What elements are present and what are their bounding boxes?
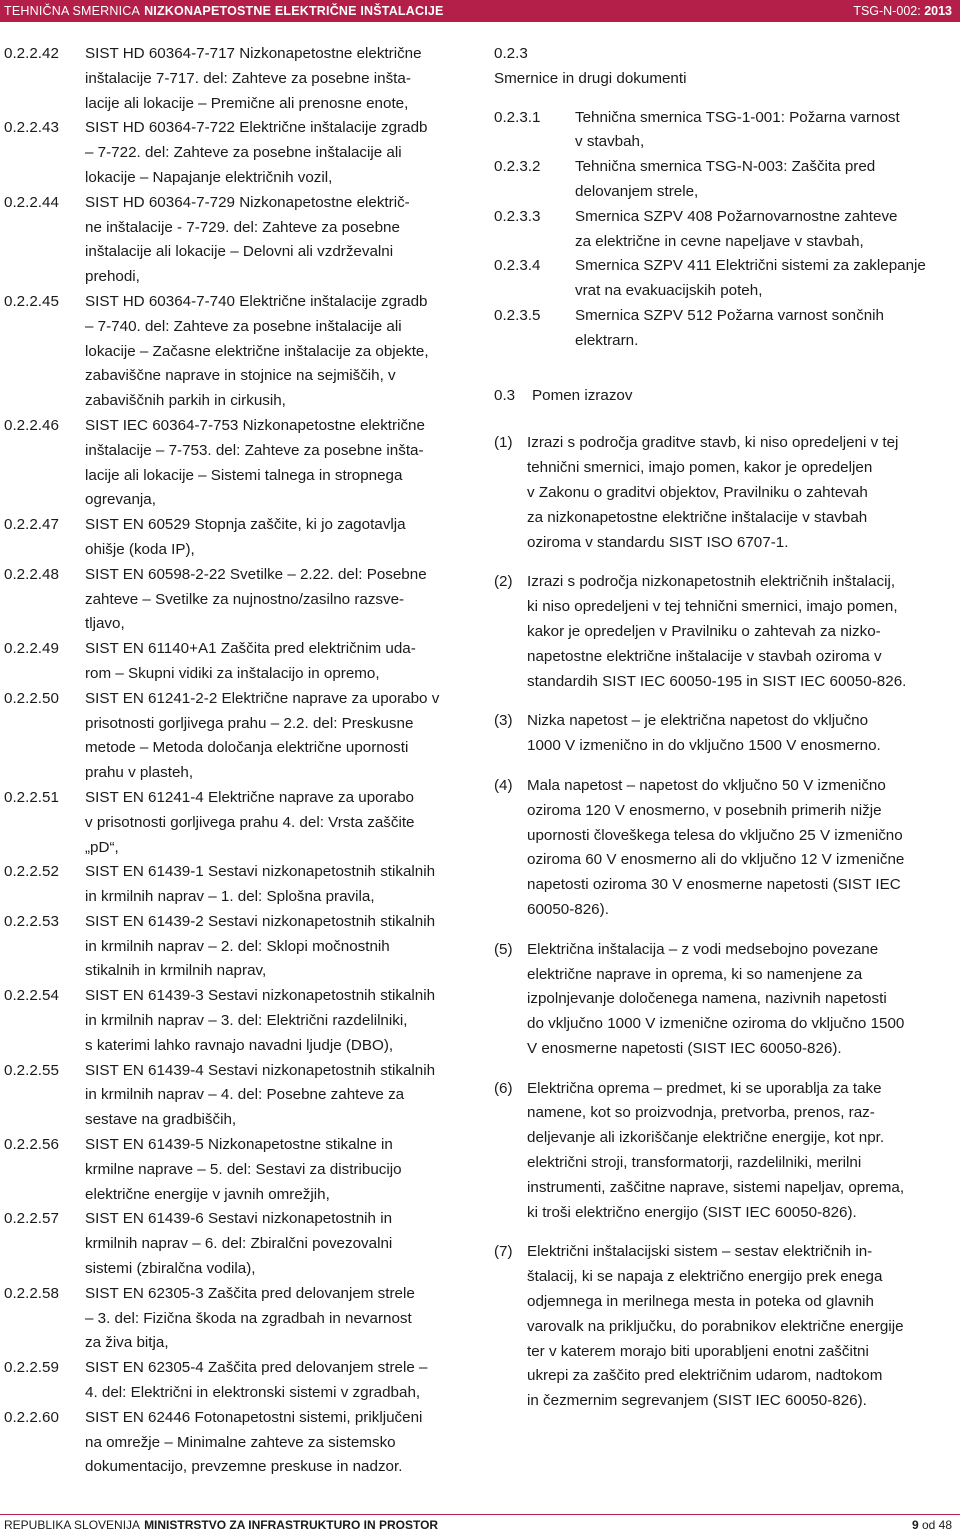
- reference-text: [85, 1059, 470, 1133]
- definition-line: Električna inštalacija – z vodi medsebojno povezane: [527, 940, 879, 958]
- reference-number: 0.2.2.54: [4, 987, 59, 1005]
- definition-line: Izrazi s področja graditve stavb, ki niso opredeljeni v tej: [527, 434, 899, 452]
- reference-line: SIST EN 62305-4 Zaščita pred delovanjem strele –: [85, 1359, 428, 1377]
- definition-text: [527, 709, 956, 759]
- reference-line: SIST EN 61439-6 Sestavi nizkonapetostnih in: [85, 1210, 393, 1228]
- document-number: 0.2.3.4: [494, 257, 541, 275]
- page-footer: [0, 1514, 960, 1533]
- definition-line: 1000 V izmenično in do vključno 1500 V enosmerno.: [527, 737, 881, 755]
- reference-line: za živa bitja,: [85, 1334, 169, 1352]
- reference-number: 0.2.2.51: [4, 788, 59, 806]
- reference-line: krmilne naprave – 5. del: Sestavi za distribucijo: [85, 1160, 402, 1178]
- reference-text: [85, 116, 470, 190]
- reference-line: „pD“,: [85, 838, 119, 856]
- reference-line: na omrežje – Minimalne zahteve za sistemsko: [85, 1433, 396, 1451]
- reference-line: inštalacije ali lokacije – Delovni ali vzdrževalni: [85, 243, 394, 261]
- reference-line: dokumentacijo, prevzemne preskuse in nadzor.: [85, 1458, 403, 1476]
- reference-item: [4, 1406, 470, 1480]
- reference-item: [4, 786, 470, 860]
- reference-line: SIST IEC 60364-7-753 Nizkonapetostne električne: [85, 416, 425, 434]
- definition-item: [494, 709, 956, 759]
- reference-line: krmilnih naprav – 6. del: Zbiralčni povezovalni: [85, 1235, 393, 1253]
- definition-item: [494, 431, 956, 555]
- reference-item: [4, 191, 470, 290]
- page-header: [0, 0, 960, 22]
- reference-number: 0.2.2.57: [4, 1210, 59, 1228]
- reference-line: in krmilnih naprav – 2. del: Sklopi močnostnih: [85, 937, 390, 955]
- document-item: [494, 304, 956, 354]
- definition-item: [494, 1077, 956, 1226]
- reference-item: [4, 116, 470, 190]
- reference-item: [4, 42, 470, 116]
- definition-number: (5): [494, 940, 513, 958]
- document-text: [575, 205, 956, 255]
- reference-item: [4, 414, 470, 513]
- header-doc-code: TSG-N-002:: [853, 4, 921, 18]
- document-number: 0.2.3.2: [494, 158, 541, 176]
- reference-text: [85, 191, 470, 290]
- reference-number: 0.2.2.52: [4, 863, 59, 881]
- reference-line: zahteve – Svetilke za nujnostno/zasilno razsve-: [85, 590, 405, 608]
- document-item: [494, 155, 956, 205]
- section-03-title: Pomen izrazov: [532, 386, 633, 404]
- reference-text: [85, 1207, 470, 1281]
- definition-line: Izrazi s področja nizkonapetostnih električnih inštalacij,: [527, 573, 896, 591]
- reference-line: stikalnih in krmilnih naprav,: [85, 962, 267, 980]
- reference-line: SIST EN 61241-2-2 Električne naprave za uporabo v: [85, 689, 440, 707]
- reference-line: SIST HD 60364-7-740 Električne inštalacije zgradb: [85, 292, 428, 310]
- reference-item: [4, 1207, 470, 1281]
- footer-page-of: od 48: [921, 1518, 952, 1532]
- reference-line: sestave na gradbiščih,: [85, 1111, 237, 1129]
- reference-line: SIST HD 60364-7-729 Nizkonapetostne električ-: [85, 193, 410, 211]
- document-text: [575, 304, 956, 354]
- document-number: 0.2.3.3: [494, 207, 541, 225]
- reference-line: prisotnosti gorljivega prahu – 2.2. del: Preskusne: [85, 714, 414, 732]
- definition-line: napetostne električne inštalacije v stavbah oziroma v: [527, 647, 882, 665]
- header-doc-title: NIZKONAPETOSTNE ELEKTRIČNE INŠTALACIJE: [144, 4, 444, 18]
- document-list: [494, 106, 956, 354]
- right-column: [494, 42, 956, 1429]
- definition-list: [494, 431, 956, 1414]
- definition-line: električne naprave in oprema, ki so namenjene za: [527, 965, 863, 983]
- reference-number: 0.2.2.59: [4, 1359, 59, 1377]
- reference-line: lokacije – Začasne električne inštalacije za objekte,: [85, 342, 429, 360]
- reference-number: 0.2.2.46: [4, 416, 59, 434]
- document-number: 0.2.3.5: [494, 306, 541, 324]
- reference-number: 0.2.2.50: [4, 689, 59, 707]
- definition-item: [494, 938, 956, 1062]
- reference-text: [85, 42, 470, 116]
- document-item: [494, 205, 956, 255]
- reference-line: tljavo,: [85, 615, 125, 633]
- reference-text: [85, 563, 470, 637]
- document-item: [494, 106, 956, 156]
- definition-line: V enosmerne napetosti (SIST IEC 60050-826).: [527, 1039, 842, 1057]
- definition-line: Električna oprema – predmet, ki se uporablja za take: [527, 1079, 882, 1097]
- definition-line: tehnični smernici, imajo pomen, kakor je opredeljen: [527, 459, 873, 477]
- reference-line: SIST EN 61439-3 Sestavi nizkonapetostnih stikalnih: [85, 987, 436, 1005]
- reference-text: [85, 860, 470, 910]
- reference-text: [85, 687, 470, 786]
- reference-line: lacije ali lokacije – Premične ali prenosne enote,: [85, 94, 409, 112]
- reference-text: [85, 910, 470, 984]
- document-line: elektrarn.: [575, 331, 639, 349]
- reference-item: [4, 687, 470, 786]
- reference-text: [85, 1133, 470, 1207]
- reference-item: [4, 1356, 470, 1406]
- definition-text: [527, 570, 956, 694]
- definition-text: [527, 1240, 956, 1414]
- reference-number: 0.2.2.48: [4, 565, 59, 583]
- reference-number: 0.2.2.53: [4, 912, 59, 930]
- definition-line: deljevanje ali izkoriščanje električne energije, kot npr.: [527, 1129, 885, 1147]
- definition-number: (4): [494, 776, 513, 794]
- left-column: [4, 42, 470, 1480]
- reference-item: [4, 637, 470, 687]
- definition-line: ter v katerem morajo biti uporabljeni enotni zaščitni: [527, 1342, 869, 1360]
- reference-line: – 7-722. del: Zahteve za posebne inštalacije ali: [85, 144, 402, 162]
- footer-page: [912, 1516, 952, 1534]
- reference-text: [85, 290, 470, 414]
- definition-line: Mala napetost – napetost do vključno 50 V izmenično: [527, 776, 886, 794]
- reference-line: prahu v plasteh,: [85, 764, 194, 782]
- document-line: Smernica SZPV 411 Električni sistemi za zaklepanje: [575, 257, 926, 275]
- definition-line: ukrepi za zaščito pred električnim udarom, nadtokom: [527, 1367, 883, 1385]
- reference-item: [4, 290, 470, 414]
- definition-line: napetosti oziroma 30 V enosmerne napetosti (SIST IEC: [527, 876, 901, 894]
- reference-text: [85, 1282, 470, 1356]
- reference-number: 0.2.2.44: [4, 193, 59, 211]
- reference-line: – 7-740. del: Zahteve za posebne inštalacije ali: [85, 317, 402, 335]
- definition-line: Električni inštalacijski sistem – sestav električnih in-: [527, 1243, 873, 1261]
- footer-left: [4, 1516, 438, 1534]
- reference-line: sistemi (zbiralčna vodila),: [85, 1260, 256, 1278]
- reference-line: lokacije – Napajanje električnih vozil,: [85, 168, 333, 186]
- definition-line: oziroma 120 V enosmerno, v posebnih primerih nižje: [527, 801, 882, 819]
- definition-line: Nizka napetost – je električna napetost do vključno: [527, 712, 869, 730]
- reference-number: 0.2.2.55: [4, 1061, 59, 1079]
- document-line: v stavbah,: [575, 133, 645, 151]
- document-text: [575, 106, 956, 156]
- document-line: vrat na evakuacijskih poteh,: [575, 282, 763, 300]
- reference-item: [4, 1282, 470, 1356]
- document-line: Smernica SZPV 512 Požarna varnost sončnih: [575, 306, 884, 324]
- reference-line: SIST EN 60598-2-22 Svetilke – 2.22. del: Posebne: [85, 565, 427, 583]
- definition-line: kakor je opredeljen v Pravilniku o zahtevah za nizko-: [527, 622, 881, 640]
- reference-line: inštalacije – 7-753. del: Zahteve za posebne inšta-: [85, 441, 424, 459]
- definition-line: 60050-826).: [527, 900, 609, 918]
- reference-number: 0.2.2.56: [4, 1136, 59, 1154]
- reference-line: ohišje (koda IP),: [85, 540, 195, 558]
- reference-line: in krmilnih naprav – 1. del: Splošna pravila,: [85, 888, 375, 906]
- footer-ministry: MINISTRSTVO ZA INFRASTRUKTURO IN PROSTOR: [144, 1518, 439, 1532]
- reference-line: SIST EN 61140+A1 Zaščita pred električnim uda-: [85, 640, 416, 658]
- reference-number: 0.2.2.47: [4, 516, 59, 534]
- reference-line: 4. del: Električni in elektronski sistemi v zgradbah,: [85, 1384, 421, 1402]
- reference-text: [85, 637, 470, 687]
- definition-text: [527, 938, 956, 1062]
- reference-line: električne energije v javnih omrežjih,: [85, 1185, 330, 1203]
- definition-line: štalacij, ki se napaja z električno energijo prek enega: [527, 1268, 883, 1286]
- reference-line: lacije ali lokacije – Sistemi talnega in stropnega: [85, 466, 403, 484]
- section-number: 0.2.3: [494, 45, 528, 62]
- reference-number: 0.2.2.45: [4, 292, 59, 310]
- reference-line: in krmilnih naprav – 3. del: Električni razdelilniki,: [85, 1012, 408, 1030]
- document-text: [575, 254, 956, 304]
- definition-number: (1): [494, 434, 513, 452]
- document-line: Smernica SZPV 408 Požarnovarnostne zahteve: [575, 207, 898, 225]
- reference-item: [4, 910, 470, 984]
- definition-line: oziroma 60 V enosmerno ali do vključno 12 V izmenične: [527, 851, 905, 869]
- reference-text: [85, 1356, 470, 1406]
- document-line: Tehnična smernica TSG-N-003: Zaščita pred: [575, 158, 876, 176]
- reference-line: in krmilnih naprav – 4. del: Posebne zahteve za: [85, 1086, 405, 1104]
- reference-item: [4, 513, 470, 563]
- reference-text: [85, 513, 470, 563]
- definition-item: [494, 570, 956, 694]
- reference-number: 0.2.2.42: [4, 45, 59, 62]
- reference-text: [85, 1406, 470, 1480]
- definition-line: v Zakonu o graditvi objektov, Pravilniku o zahtevah: [527, 483, 868, 501]
- reference-line: SIST EN 61439-4 Sestavi nizkonapetostnih stikalnih: [85, 1061, 436, 1079]
- reference-line: SIST EN 62446 Fotonapetostni sistemi, priključeni: [85, 1408, 423, 1426]
- definition-line: in čezmernim segrevanjem (SIST IEC 60050-826).: [527, 1392, 867, 1410]
- definition-line: za nizkonapetostne električne inštalacije v stavbah: [527, 508, 868, 526]
- definition-line: upornosti človeškega telesa do vključno 25 V izmenično: [527, 826, 903, 844]
- definition-text: [527, 1077, 956, 1226]
- header-right: [853, 0, 952, 22]
- reference-number: 0.2.2.60: [4, 1408, 59, 1426]
- section-03-number: 0.3: [494, 386, 516, 404]
- definition-line: ki niso opredeljeni v tej tehnični smernici, imajo pomen,: [527, 598, 898, 616]
- reference-line: SIST HD 60364-7-722 Električne inštalacije zgradb: [85, 119, 428, 137]
- definition-line: do vključno 1000 V izmenične oziroma do vključno 1500: [527, 1015, 905, 1033]
- definition-item: [494, 774, 956, 923]
- reference-item: [4, 1059, 470, 1133]
- footer-page-current: 9: [911, 1518, 919, 1532]
- document-line: delovanjem strele,: [575, 182, 699, 200]
- reference-line: prehodi,: [85, 268, 140, 286]
- definition-text: [527, 774, 956, 923]
- reference-line: SIST EN 61439-1 Sestavi nizkonapetostnih stikalnih: [85, 863, 436, 881]
- reference-line: v prisotnosti gorljivega prahu 4. del: Vrsta zaščite: [85, 813, 415, 831]
- definition-line: izpolnjevanje določenega namena, nazivnih napetosti: [527, 990, 887, 1008]
- reference-number: 0.2.2.43: [4, 119, 59, 137]
- reference-number: 0.2.2.58: [4, 1284, 59, 1302]
- definition-number: (7): [494, 1243, 513, 1261]
- header-doc-type: TEHNIČNA SMERNICA: [4, 4, 141, 18]
- reference-item: [4, 860, 470, 910]
- definition-line: standardih SIST IEC 60050-195 in SIST IEC 60050-826.: [527, 672, 907, 690]
- reference-line: zabaviščnih parkih in cirkusih,: [85, 392, 286, 410]
- definition-text: [527, 431, 956, 555]
- definition-number: (3): [494, 712, 513, 730]
- reference-item: [4, 1133, 470, 1207]
- reference-line: ne inštalacije - 7-729. del: Zahteve za posebne: [85, 218, 400, 236]
- reference-item: [4, 984, 470, 1058]
- definition-line: električni stroji, transformatorji, razdelilniki, merilni: [527, 1154, 862, 1172]
- reference-line: rom – Skupni vidiki za inštalacijo in opremo,: [85, 664, 380, 682]
- document-number: 0.2.3.1: [494, 108, 541, 126]
- document-line: za električne in cevne napeljave v stavbah,: [575, 232, 864, 250]
- reference-line: SIST HD 60364-7-717 Nizkonapetostne električne: [85, 45, 422, 62]
- reference-number: 0.2.2.49: [4, 640, 59, 658]
- reference-text: [85, 984, 470, 1058]
- reference-line: inštalacije 7-717. del: Zahteve za posebne inšta-: [85, 69, 411, 87]
- reference-line: – 3. del: Fizična škoda na zgradbah in nevarnost: [85, 1309, 412, 1327]
- reference-text: [85, 786, 470, 860]
- definition-line: namene, kot so proizvodnja, pretvorba, prenos, raz-: [527, 1104, 875, 1122]
- reference-line: s katerimi lahko ravnajo navadni ljudje (DBO),: [85, 1036, 394, 1054]
- definition-number: (2): [494, 573, 513, 591]
- reference-item: [4, 563, 470, 637]
- definition-item: [494, 1240, 956, 1414]
- definition-line: ki troši električno energijo (SIST IEC 60050-826).: [527, 1203, 857, 1221]
- definition-line: varovalk na priključku, do porabnikov električne energije: [527, 1317, 904, 1335]
- definition-line: oziroma v standardu SIST ISO 6707-1.: [527, 533, 789, 551]
- reference-line: ogrevanja,: [85, 491, 156, 509]
- reference-line: metode – Metoda določanja električne upornosti: [85, 739, 409, 757]
- section-title: Smernice in drugi dokumenti: [494, 69, 687, 87]
- header-doc-year: 2013: [924, 4, 952, 18]
- footer-country: REPUBLIKA SLOVENIJA: [4, 1518, 141, 1532]
- reference-line: zabaviščne naprave in stojnice na sejmiščih, v: [85, 367, 396, 385]
- document-item: [494, 254, 956, 304]
- reference-text: [85, 414, 470, 513]
- reference-line: SIST EN 61439-2 Sestavi nizkonapetostnih stikalnih: [85, 912, 436, 930]
- definition-line: instrumenti, zaščitne naprave, sistemi napeljav, oprema,: [527, 1178, 905, 1196]
- reference-line: SIST EN 62305-3 Zaščita pred delovanjem strele: [85, 1284, 415, 1302]
- reference-line: SIST EN 61241-4 Električne naprave za uporabo: [85, 788, 414, 806]
- header-left: [4, 0, 444, 22]
- definition-line: odjemnega in merilnega mesta in poteka od glavnih: [527, 1293, 874, 1311]
- definition-number: (6): [494, 1079, 513, 1097]
- document-text: [575, 155, 956, 205]
- reference-line: SIST EN 61439-5 Nizkonapetostne stikalne in: [85, 1136, 393, 1154]
- document-line: Tehnična smernica TSG-1-001: Požarna varnost: [575, 108, 900, 126]
- reference-line: SIST EN 60529 Stopnja zaščite, ki jo zagotavlja: [85, 516, 406, 534]
- section-heading-03: [494, 384, 956, 409]
